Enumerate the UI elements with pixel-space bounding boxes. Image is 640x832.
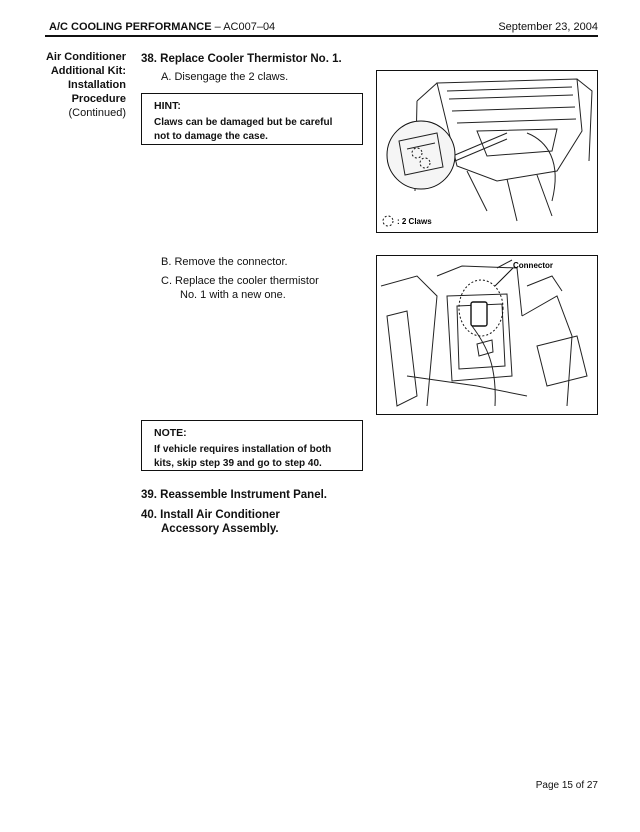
note-box xyxy=(141,420,363,471)
header-divider xyxy=(45,35,598,37)
sidebar-line: Installation xyxy=(67,79,126,91)
sidebar-line: Additional Kit: xyxy=(50,65,126,77)
note-heading: NOTE: xyxy=(154,427,187,439)
figure-connector-drawing xyxy=(377,256,597,414)
step-40-title-cont: Accessory Assembly. xyxy=(161,523,279,535)
figure-claws-drawing xyxy=(377,71,597,232)
step-38-a: A. Disengage the 2 claws. xyxy=(161,71,289,83)
step-38-b: B. Remove the connector. xyxy=(161,256,288,268)
step-39-title: 39. Reassemble Instrument Panel. xyxy=(141,489,327,501)
step-38-title: 38. Replace Cooler Thermistor No. 1. xyxy=(141,53,342,65)
header-date: September 23, 2004 xyxy=(498,21,598,33)
claw-legend-icon xyxy=(383,216,393,226)
step-38-c: C. Replace the cooler thermistor xyxy=(161,275,319,287)
hint-line: Claws can be damaged but be careful xyxy=(154,117,333,128)
note-line: If vehicle requires installation of both xyxy=(154,444,332,455)
page-number: Page 15 of 27 xyxy=(535,780,598,791)
hint-line: not to damage the case. xyxy=(154,131,268,142)
step-38-c-cont: No. 1 with a new one. xyxy=(180,289,286,301)
sidebar-line: (Continued) xyxy=(68,107,126,119)
sidebar-line: Procedure xyxy=(71,93,126,105)
figure-connector xyxy=(376,255,598,415)
figure-claws xyxy=(376,70,598,233)
hint-heading: HINT: xyxy=(154,100,181,112)
document-code: – AC007–04 xyxy=(214,21,276,33)
note-line: kits, skip step 39 and go to step 40. xyxy=(154,458,322,469)
header-title xyxy=(49,21,275,33)
document-title: A/C COOLING PERFORMANCE xyxy=(49,21,212,33)
step-40-title: 40. Install Air Conditioner xyxy=(141,509,280,521)
section-sidebar xyxy=(46,50,126,120)
figure-claws-caption: : 2 Claws xyxy=(397,217,432,226)
connector-label: Connector xyxy=(513,261,553,270)
sidebar-line: Air Conditioner xyxy=(45,51,126,63)
hint-box xyxy=(141,93,363,145)
